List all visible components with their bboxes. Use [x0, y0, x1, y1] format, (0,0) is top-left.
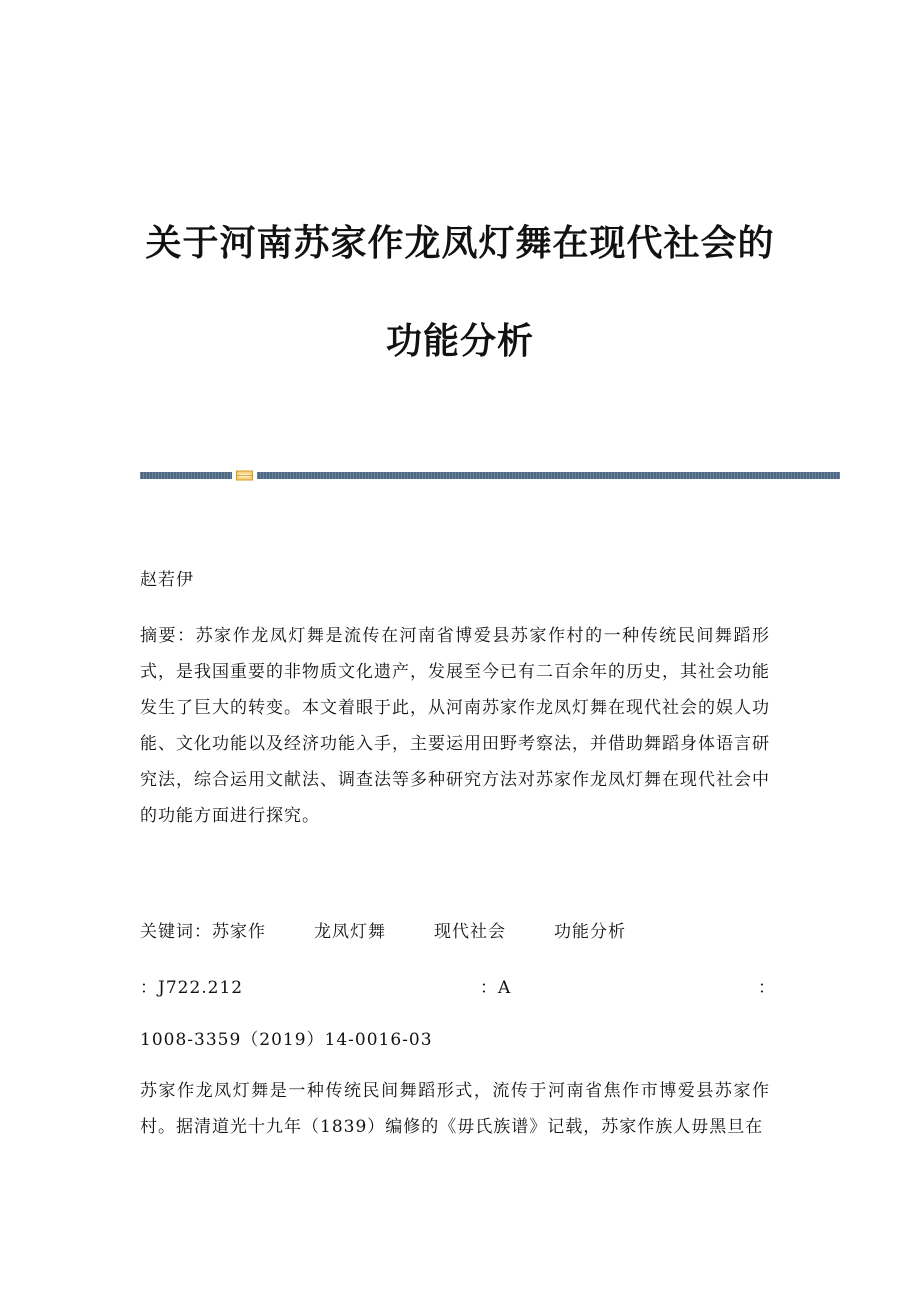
keyword-item: 现代社会 [434, 922, 506, 942]
body-paragraph: 苏家作龙凤灯舞是一种传统民间舞蹈形式，流传于河南省焦作市博爱县苏家作村。据清道光十九年（1839）编修的《毋氏族谱》记载，苏家作族人毋黑旦在 [140, 1081, 770, 1137]
keywords-line [140, 914, 626, 950]
article-id-prefix: ： [758, 978, 776, 998]
keyword-item: 功能分析 [554, 922, 626, 942]
article-number: 1008-3359（2019）14-0016-03 [140, 1030, 433, 1050]
ornament-icon [236, 469, 253, 482]
abstract-paragraph: 摘要：苏家作龙凤灯舞是流传在河南省博爱县苏家作村的一种传统民间舞蹈形式，是我国重要的非物质文化遗产，发展至今已有二百余年的历史，其社会功能发生了巨大的转变。本文着眼于此，从河南苏家作龙凤灯舞在现代社会的娱人功能、文化功能以及经济功能入手，主要运用田野考察法，并借助舞蹈身体语言研究法，综合运用文献法、调查法等多种研究方法对苏家作龙凤灯舞在现代社会中的功能方面进行探究。 [140, 626, 770, 826]
author-name: 赵若伊 [140, 570, 194, 590]
keyword-item: 苏家作 [212, 922, 266, 942]
paper-title-line-1: 关于河南苏家作龙凤灯舞在现代社会的 [145, 223, 775, 264]
title-divider [140, 469, 840, 483]
divider-bar-left [140, 472, 232, 479]
paper-title-line-2: 功能分析 [385, 321, 534, 362]
divider-bar-right [257, 472, 840, 479]
document-code: ：A [480, 978, 512, 998]
keyword-item: 龙凤灯舞 [314, 922, 386, 942]
classification-row [140, 970, 776, 1006]
keywords-label: 关键词： [140, 922, 212, 942]
clc-number: ：J722.212 [140, 978, 244, 998]
